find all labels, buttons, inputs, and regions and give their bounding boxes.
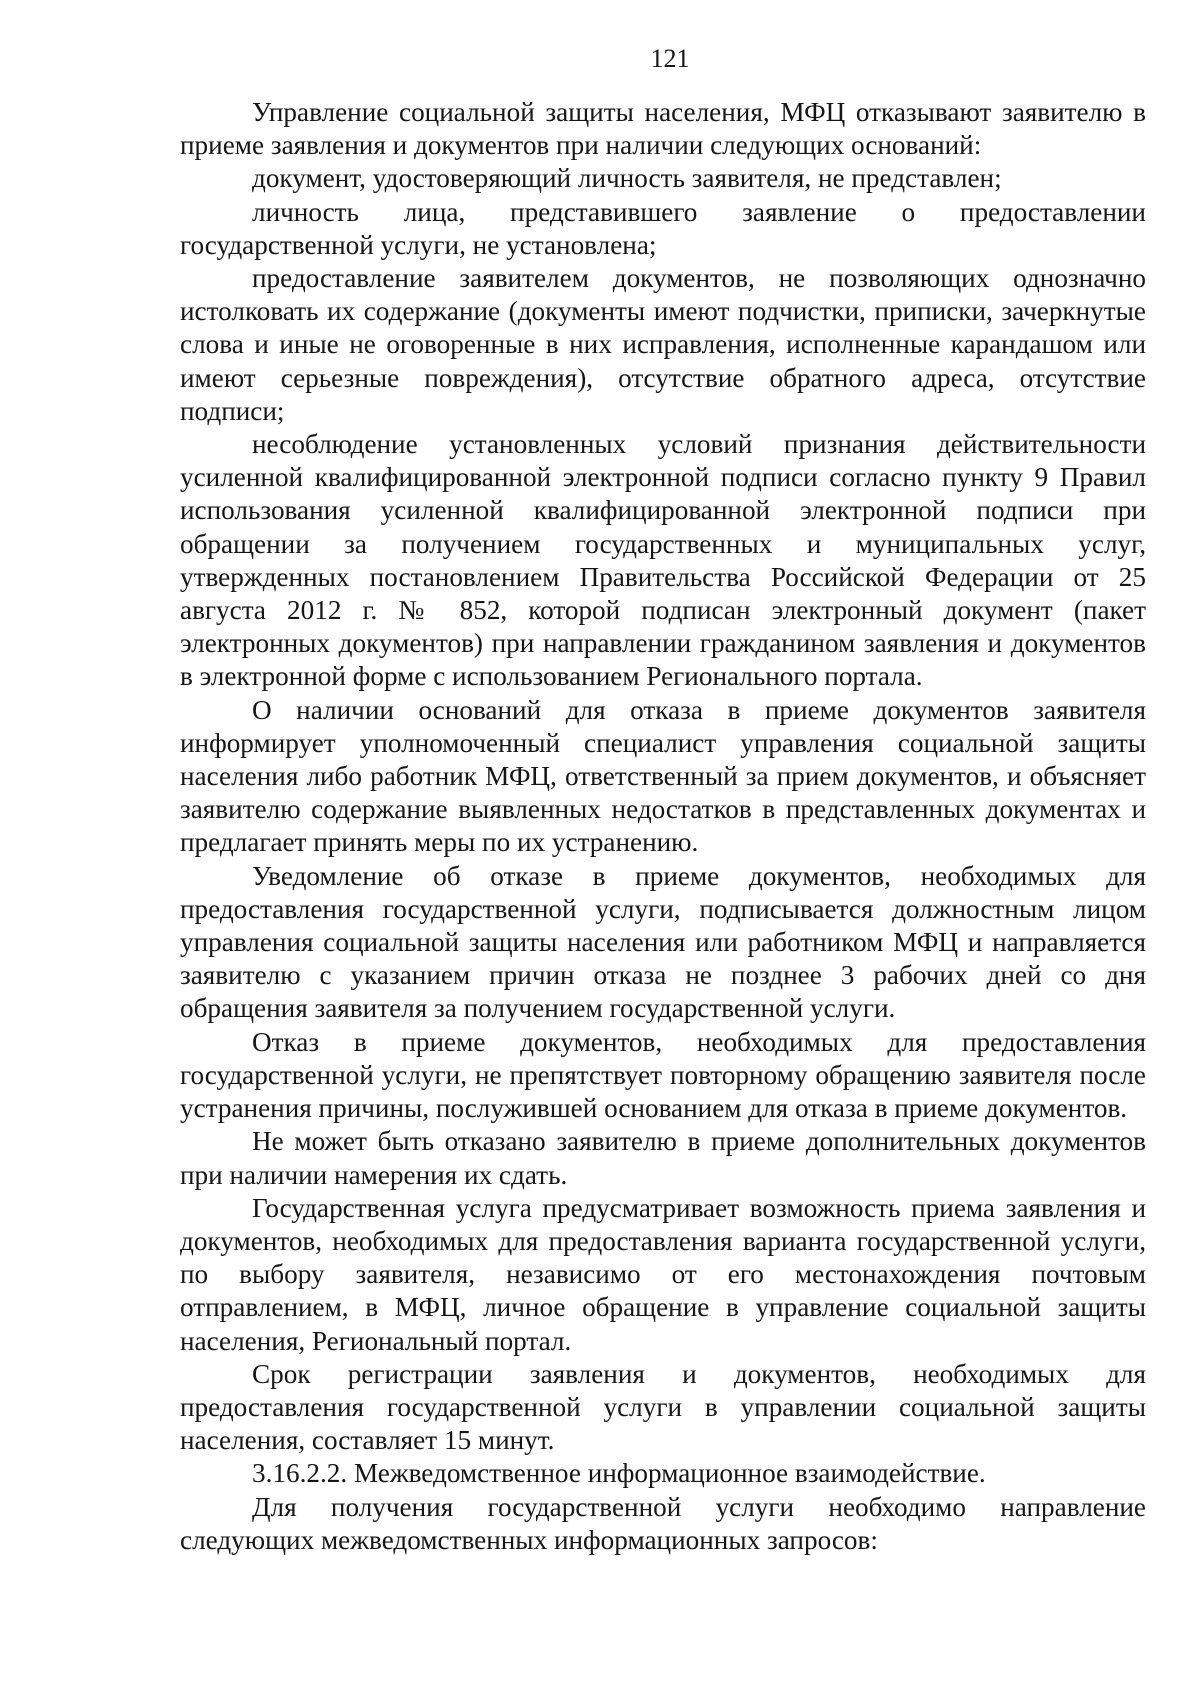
paragraph-4: предоставление заявителем документов, не позволяющих однозначно истолковать их содержание (документы имеют подчистки, приписки, зачеркнутые слова и иные не оговоренные в них исправления, исполненные карандашом или имеют серьезные повреждения), отсутствие обратного адреса, отсутствие подписи; (180, 263, 1146, 426)
paragraph-6: О наличии оснований для отказа в приеме документов заявителя информирует уполномоченный специалист управления социальной защиты населения либо работник МФЦ, ответственный за прием документов, и объясняет заявителю содержание выявленных недостатков в представленных документах и предлагает принять меры по их устранению. (180, 694, 1146, 858)
document-body (180, 96, 1146, 1557)
paragraph-7: Уведомление об отказе в приеме документов, необходимых для предоставления государственной услуги, подписывается должностным лицом управления социальной защиты населения или работником МФЦ и направляется заявителю с указанием причин отказа не позднее 3 рабочих дней со дня обращения заявителя за получением государственной услуги. (180, 860, 1146, 1024)
page-number: 121 (650, 44, 690, 73)
paragraph-9: Не может быть отказано заявителю в приеме дополнительных документов при наличии намерения их сдать. (180, 1126, 1146, 1190)
paragraph-13: Для получения государственной услуги необходимо направление следующих межведомственных информационных запросов: (180, 1491, 1146, 1555)
paragraph-10: Государственная услуга предусматривает возможность приема заявления и документов, необходимых для предоставления варианта государственной услуги, по выбору заявителя, независимо от его местонахождения почтовым отправлением, в МФЦ, личное обращение в управление социальной защиты населения, Региональный портал. (180, 1192, 1146, 1356)
paragraph-3: личность лица, представившего заявление о предоставлении государственной услуги, не установлена; (180, 196, 1146, 260)
paragraph-8: Отказ в приеме документов, необходимых для предоставления государственной услуги, не препятствует повторному обращению заявителя после устранения причины, послужившей основанием для отказа в приеме документов. (180, 1026, 1146, 1124)
section-heading-3-16-2-2: 3.16.2.2. Межведомственное информационное взаимодействие. (252, 1458, 986, 1489)
paragraph-5: несоблюдение установленных условий признания действительности усиленной квалифицированной электронной подписи согласно пункту 9 Правил использования усиленной квалифицированной электронной подписи при обращении за получением государственных и муниципальных услуг, утвержденных постановлением Правительства Российской Федерации от 25 августа 2012 г. № 852, которой подписан электронный документ (пакет электронных документов) при направлении гражданином заявления и документов в электронной форме с использованием Регионального портала. (180, 429, 1146, 692)
paragraph-11: Срок регистрации заявления и документов, необходимых для предоставления государственной услуги в управлении социальной защиты населения, составляет 15 минут. (180, 1358, 1146, 1456)
paragraph-2: документ, удостоверяющий личность заявителя, не представлен; (252, 163, 1002, 194)
paragraph-1: Управление социальной защиты населения, МФЦ отказывают заявителю в приеме заявления и документов при наличии следующих оснований: (180, 97, 1146, 161)
